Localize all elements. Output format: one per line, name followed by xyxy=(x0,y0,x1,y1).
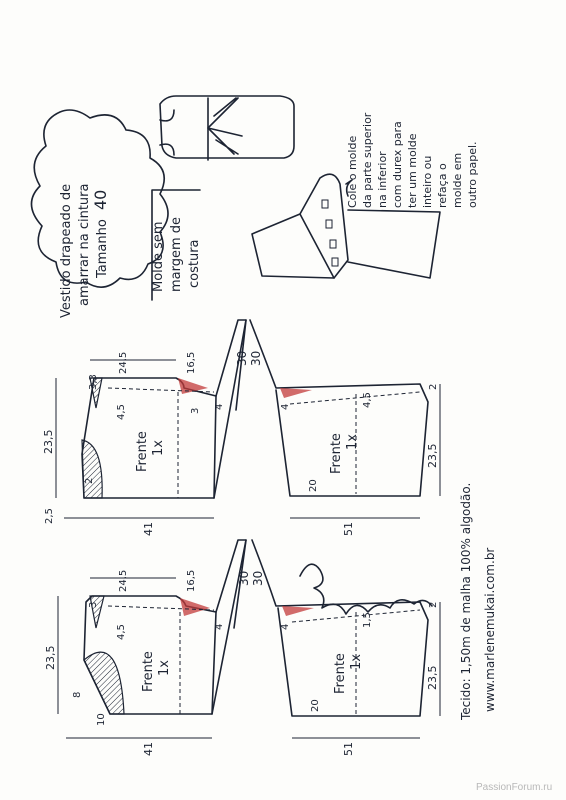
instruction-line-7: refaça o xyxy=(436,163,449,208)
upper-right-qty: 1x xyxy=(345,434,360,450)
upper-left-shoulder-b: 3 xyxy=(190,407,201,414)
instruction-line-4: com durex para xyxy=(391,121,404,208)
title-line-3: Tamanho xyxy=(95,219,110,278)
upper-left-diag: 30 xyxy=(235,350,249,366)
upper-pattern-set xyxy=(56,320,440,518)
upper-left-top-left: 3,3 xyxy=(88,374,99,390)
lower-left-title: Frente xyxy=(141,651,156,692)
upper-left-title: Frente xyxy=(135,431,150,472)
watermark: PassionForum.ru xyxy=(476,782,553,793)
lower-left-bottom-width: 41 xyxy=(142,742,155,756)
lower-right-hem: 20 xyxy=(310,699,321,712)
lower-left-bottom-small: 10 xyxy=(96,713,107,726)
lower-right-labels xyxy=(251,571,439,756)
lower-right-side: 1,5 xyxy=(362,612,373,628)
upper-left-bottom-width: 41 xyxy=(142,522,155,536)
lower-left-curve: 8 xyxy=(72,691,83,698)
title-line-1: Vestido drapeado de xyxy=(59,183,74,318)
lower-left-hatch xyxy=(84,652,124,714)
upper-right-mid: 4 xyxy=(280,403,291,410)
instruction-line-3: na inferior xyxy=(376,151,389,208)
instruction-line-1: Cole o molde xyxy=(346,135,359,208)
upper-right-labels xyxy=(249,351,439,536)
lower-left-top-left: 3 xyxy=(88,601,99,608)
molde-note xyxy=(151,217,202,292)
lower-right-top-right: 2 xyxy=(428,601,439,608)
title-size: 40 xyxy=(91,189,110,210)
upper-left-width-top: 24,5 xyxy=(118,351,129,374)
signature-scribble xyxy=(300,564,432,614)
upper-right-hem: 20 xyxy=(308,479,319,492)
lower-left-shoulder-b: 4 xyxy=(214,623,225,630)
lower-right-mid: 4 xyxy=(280,623,291,630)
molde-line-1: Molde sem xyxy=(151,221,166,292)
lower-right-qty: 1x xyxy=(349,654,364,670)
molde-line-2: margem de xyxy=(169,216,184,292)
lower-left-qty: 1x xyxy=(157,660,172,676)
lower-right-title: Frente xyxy=(333,653,348,694)
fabric-note: Tecido: 1,50m de malha 100% algodão. xyxy=(459,482,473,720)
upper-left-side-small: 2 xyxy=(84,477,95,484)
upper-right-top-right: 2 xyxy=(428,383,439,390)
title-cloud xyxy=(31,110,168,318)
instructions xyxy=(346,112,479,208)
lower-left-height: 23,5 xyxy=(44,645,57,670)
upper-left-neck: 16,5 xyxy=(186,351,197,374)
lower-left-shoulder-a: 4,5 xyxy=(116,624,127,640)
upper-left-bottom-small: 2,5 xyxy=(44,508,55,524)
instruction-line-6: inteiro ou xyxy=(421,155,434,208)
instruction-line-2: da parte superior xyxy=(361,112,374,208)
upper-right-title: Frente xyxy=(329,433,344,474)
lower-right-bottom-width: 51 xyxy=(342,742,355,756)
lower-right-height: 23,5 xyxy=(426,665,439,690)
upper-left-shoulder-a: 4,5 xyxy=(116,404,127,420)
title-line-2: amarrar na cintura xyxy=(77,183,92,306)
lower-right-diag: 30 xyxy=(251,570,265,586)
instruction-line-5: ter um molde xyxy=(406,133,419,208)
upper-left-hatch xyxy=(82,440,102,498)
upper-right-bottom-width: 51 xyxy=(342,522,355,536)
instruction-line-9: outro papel. xyxy=(466,141,479,208)
upper-right-side: 4,5 xyxy=(362,392,373,408)
instruction-line-8: molde em xyxy=(451,152,464,208)
lower-left-diag: 30 xyxy=(237,570,251,586)
upper-left-mid: 4 xyxy=(214,403,225,410)
upper-right-height: 23,5 xyxy=(426,443,439,468)
website-text: www.marlenemukai.com.br xyxy=(483,547,497,712)
lower-left-width-top: 24,5 xyxy=(118,569,129,592)
lower-left-neck: 16,5 xyxy=(186,569,197,592)
upper-left-height: 23,5 xyxy=(42,429,55,454)
upper-left-qty: 1x xyxy=(151,440,166,456)
dress-sketch xyxy=(160,96,294,160)
molde-line-3: costura xyxy=(187,239,202,288)
upper-right-diag: 30 xyxy=(249,350,263,366)
